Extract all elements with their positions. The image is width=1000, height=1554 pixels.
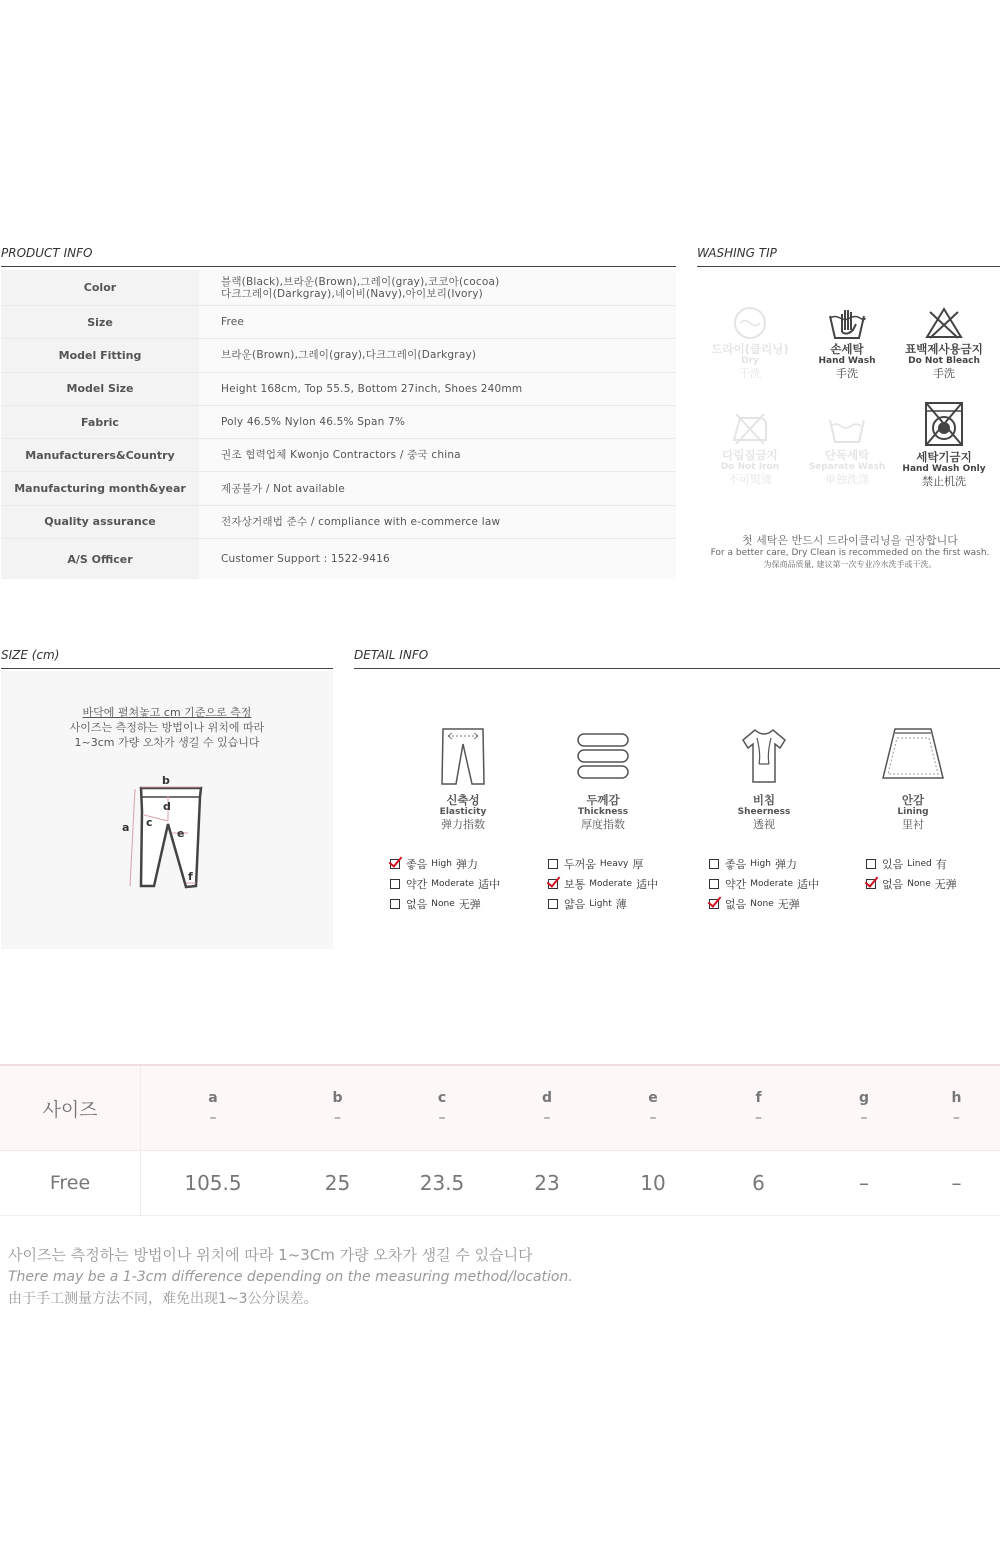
checkbox-icon	[709, 879, 719, 889]
sheerness-options	[709, 854, 819, 914]
checkbox-icon	[548, 899, 558, 909]
product-info-label: A/S Officer	[1, 539, 199, 579]
detail-option: 없음 None 无弹	[866, 874, 957, 894]
size-row-label: Free	[0, 1151, 141, 1215]
product-info-value: 블랙(Black),브라운(Brown),그레이(gray),코코아(cocoa) 다크그레이(Darkgray),네이비(Navy),아이보리(Ivory)	[199, 270, 676, 305]
wash-item-do-not-iron: 다림질금지 Do Not Iron 不可熨烫	[700, 410, 800, 486]
size-table	[0, 1064, 1000, 1216]
wash-item-dry: 드라이(클리닝) Dry 干洗	[700, 306, 800, 380]
size-col-header: b –	[332, 1090, 343, 1126]
product-info-row	[1, 506, 676, 539]
no-bleach-icon	[924, 306, 964, 340]
label-a: a	[122, 821, 130, 834]
detail-option: 약간 Moderate 适中	[390, 874, 500, 894]
size-col-header: h –	[951, 1090, 962, 1126]
label-d: d	[163, 800, 171, 813]
wash-item-hand-wash: 손세탁 Hand Wash 手洗	[797, 306, 897, 380]
detail-col-sheerness: 비침 Sheerness 透视 좋음 High 弹力 약간 Moderate 适中 없음 None 无弹	[689, 724, 839, 831]
washing-tip-title: WASHING TIP	[697, 246, 1000, 267]
detail-info-title: DETAIL INFO	[354, 648, 1000, 669]
wash-item-separate-wash: 단독세탁 Separate Wash 单独洗涤	[797, 412, 897, 486]
product-info-row	[1, 270, 676, 306]
size-col-header: f –	[755, 1090, 762, 1126]
dry-clean-icon	[732, 306, 768, 340]
product-info-row	[1, 306, 676, 339]
product-info-label: Fabric	[1, 406, 199, 438]
size-table-header	[0, 1066, 1000, 1151]
label-e: e	[177, 827, 185, 840]
size-disclaimer: 사이즈는 측정하는 방법이나 위치에 따라 1~3Cm 가량 오차가 생길 수 있습니다 There may be a 1-3cm difference depending on the measuring method/location. 由于手工测量方法不同，难免出现1~3公分误差。	[8, 1246, 573, 1307]
checkbox-icon	[709, 859, 719, 869]
product-info-row	[1, 406, 676, 439]
checkbox-icon	[866, 859, 876, 869]
size-cell: 25	[324, 1171, 351, 1195]
separate-wash-icon	[827, 412, 867, 446]
leggings-diagram	[116, 771, 216, 891]
checked-box-icon	[548, 879, 558, 889]
product-info-label: Model Fitting	[1, 339, 199, 371]
checked-box-icon	[709, 899, 719, 909]
detail-option: 좋음 High 弹力	[390, 854, 500, 874]
product-info-row	[1, 472, 676, 505]
product-info-value: Free	[199, 306, 676, 338]
product-info-title: PRODUCT INFO	[1, 246, 676, 267]
detail-option: 없음 None 无弹	[390, 894, 500, 914]
product-info-value: Height 168cm, Top 55.5, Bottom 27inch, Shoes 240mm	[199, 373, 676, 405]
detail-option: 약간 Moderate 适中	[709, 874, 819, 894]
wash-item-no-machine-wash: 세탁기금지 Hand Wash Only 禁止机洗	[894, 400, 994, 488]
lining-options	[866, 854, 957, 894]
product-info-value: 제공불가 / Not available	[199, 472, 676, 504]
product-info-label: Size	[1, 306, 199, 338]
product-info-value: 권조 협력업체 Kwonjo Contractors / 중국 china	[199, 439, 676, 471]
detail-option: 좋음 High 弹力	[709, 854, 819, 874]
detail-option: 보통 Moderate 适中	[548, 874, 658, 894]
checked-box-icon	[390, 859, 400, 869]
product-info-row	[1, 539, 676, 579]
detail-col-lining: 안감 Lining 里衬 있음 Lined 有 없음 None 无弹	[838, 724, 988, 831]
do-not-iron-icon	[730, 410, 770, 446]
detail-option: 두꺼움 Heavy 厚	[548, 854, 658, 874]
product-info-value: 전자상거래법 준수 / compliance with e-commerce law	[199, 506, 676, 538]
detail-option: 얇음 Light 薄	[548, 894, 658, 914]
size-header-label: 사이즈	[0, 1066, 141, 1150]
elasticity-options	[390, 854, 500, 914]
size-cell: 23	[534, 1171, 560, 1195]
detail-col-elasticity: 신축성 Elasticity 弹力指数 좋음 High 弹力 약간 Moderate 适中 없음 None 无弹	[388, 724, 538, 831]
product-info-value: 브라운(Brown),그레이(gray),다크그레이(Darkgray)	[199, 339, 676, 371]
checkbox-icon	[390, 879, 400, 889]
thickness-icon	[575, 724, 631, 788]
elasticity-icon	[438, 724, 488, 788]
label-c: c	[146, 816, 153, 829]
size-cell: –	[951, 1171, 962, 1195]
product-info-table	[1, 270, 676, 579]
thickness-options	[548, 854, 658, 914]
lining-icon	[878, 724, 948, 788]
size-col-header: c –	[437, 1090, 447, 1126]
size-col-header: g –	[858, 1090, 870, 1126]
product-info-value: Customer Support : 1522-9416	[199, 539, 676, 579]
size-cell: 10	[640, 1171, 666, 1195]
product-info-label: Color	[1, 270, 199, 305]
size-table-row	[0, 1151, 1000, 1216]
detail-option: 있음 Lined 有	[866, 854, 957, 874]
detail-col-thickness: 두께감 Thickness 厚度指数 두꺼움 Heavy 厚 보통 Moderate 适中 얇음 Light 薄	[528, 724, 678, 831]
size-col-header: e –	[648, 1090, 658, 1126]
product-info-label: Model Size	[1, 373, 199, 405]
detail-option: 없음 None 无弹	[709, 894, 819, 914]
checkbox-icon	[390, 899, 400, 909]
label-f: f	[188, 870, 193, 883]
no-machine-wash-icon	[923, 400, 965, 448]
product-info-row	[1, 439, 676, 472]
sheerness-icon	[739, 724, 789, 788]
product-info-label: Quality assurance	[1, 506, 199, 538]
size-cell: 6	[752, 1171, 765, 1195]
size-col-header: d –	[541, 1090, 553, 1126]
washing-note: 첫 세탁은 반드시 드라이클리닝을 권장합니다 For a better care, Dry Clean is recommeded on the first wash. 为保商品质量, 建议第一次专业冷水洗手或干洗。	[710, 534, 990, 569]
size-cell: –	[859, 1171, 869, 1195]
size-cell: 105.5	[184, 1171, 242, 1195]
product-info-value: Poly 46.5% Nylon 46.5% Span 7%	[199, 406, 676, 438]
checked-box-icon	[866, 879, 876, 889]
product-info-row	[1, 339, 676, 372]
size-title: SIZE (cm)	[1, 648, 333, 669]
size-box	[1, 671, 333, 949]
product-info-label: Manufacturing month&year	[1, 472, 199, 504]
checkbox-icon	[548, 859, 558, 869]
size-note: 바닥에 펼쳐놓고 cm 기준으로 측정 사이즈는 측정하는 방법이나 위치에 따라 1~3cm 가량 오차가 생길 수 있습니다	[69, 706, 265, 749]
product-info-label: Manufacturers&Country	[1, 439, 199, 471]
wash-item-no-bleach: 표백제사용금지 Do Not Bleach 手洗	[894, 306, 994, 380]
product-info-row	[1, 373, 676, 406]
size-cell: 23.5	[419, 1171, 465, 1195]
size-col-header: a –	[208, 1090, 218, 1126]
label-b: b	[162, 774, 170, 787]
hand-wash-icon	[827, 306, 867, 340]
